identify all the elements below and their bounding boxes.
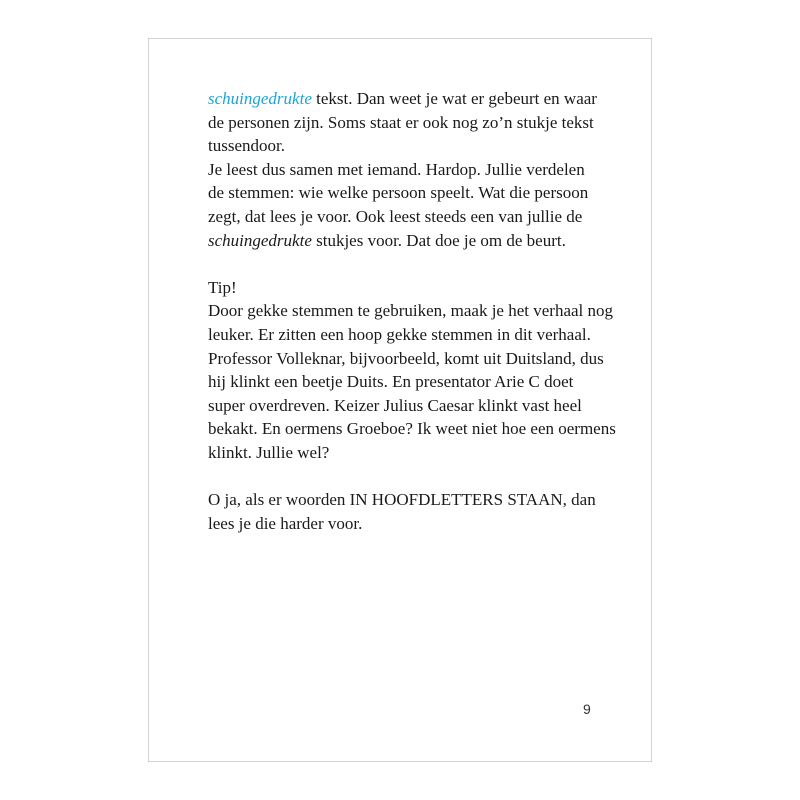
text-line: lees je die harder voor. bbox=[208, 513, 363, 533]
text-line bbox=[208, 229, 608, 253]
text-line: de personen zijn. Soms staat er ook nog zo’n stukje tekst bbox=[208, 112, 594, 132]
italic-word: schuingedrukte bbox=[208, 230, 312, 250]
book-page bbox=[148, 38, 652, 762]
page-number: 9 bbox=[583, 701, 591, 717]
paragraph-spacer bbox=[208, 252, 608, 276]
text-line: leuker. Er zitten een hoop gekke stemmen in dit verhaal. bbox=[208, 324, 591, 344]
text-line: Professor Volleknar, bijvoorbeeld, komt uit Duitsland, dus bbox=[208, 348, 604, 368]
paragraph-intro bbox=[208, 87, 608, 158]
text-line: klinkt. Jullie wel? bbox=[208, 442, 330, 462]
tip-heading: Tip! bbox=[208, 277, 237, 297]
text-fragment: tekst. Dan weet je wat er gebeurt en waar bbox=[311, 89, 597, 108]
paragraph-capitals bbox=[208, 488, 608, 535]
paragraph-spacer bbox=[208, 465, 608, 489]
text-line: de stemmen: wie welke persoon speelt. Wat die persoon bbox=[208, 183, 589, 203]
paragraph-reading-together bbox=[208, 158, 608, 252]
page-body-text bbox=[208, 87, 616, 535]
tip-section bbox=[208, 276, 616, 465]
text-line: zegt, dat lees je voor. Ook leest steeds een van jullie de bbox=[208, 206, 583, 226]
text-fragment: stukjes voor. Dat doe je om de beurt. bbox=[311, 230, 566, 250]
text-line: tussendoor. bbox=[208, 136, 285, 156]
text-line: O ja, als er woorden IN HOOFDLETTERS STAAN, dan bbox=[208, 490, 596, 510]
text-line bbox=[208, 87, 608, 111]
highlighted-italic-word: schuingedrukte bbox=[208, 89, 312, 108]
text-line: Je leest dus samen met iemand. Hardop. Jullie verdelen bbox=[208, 159, 585, 179]
text-line: super overdreven. Keizer Julius Caesar klinkt vast heel bbox=[208, 395, 582, 415]
text-line: Door gekke stemmen te gebruiken, maak je het verhaal nog bbox=[208, 301, 614, 321]
text-line: hij klinkt een beetje Duits. En presentator Arie C doet bbox=[208, 372, 574, 392]
text-line: bekakt. En oermens Groeboe? Ik weet niet hoe een oermens bbox=[208, 419, 616, 439]
